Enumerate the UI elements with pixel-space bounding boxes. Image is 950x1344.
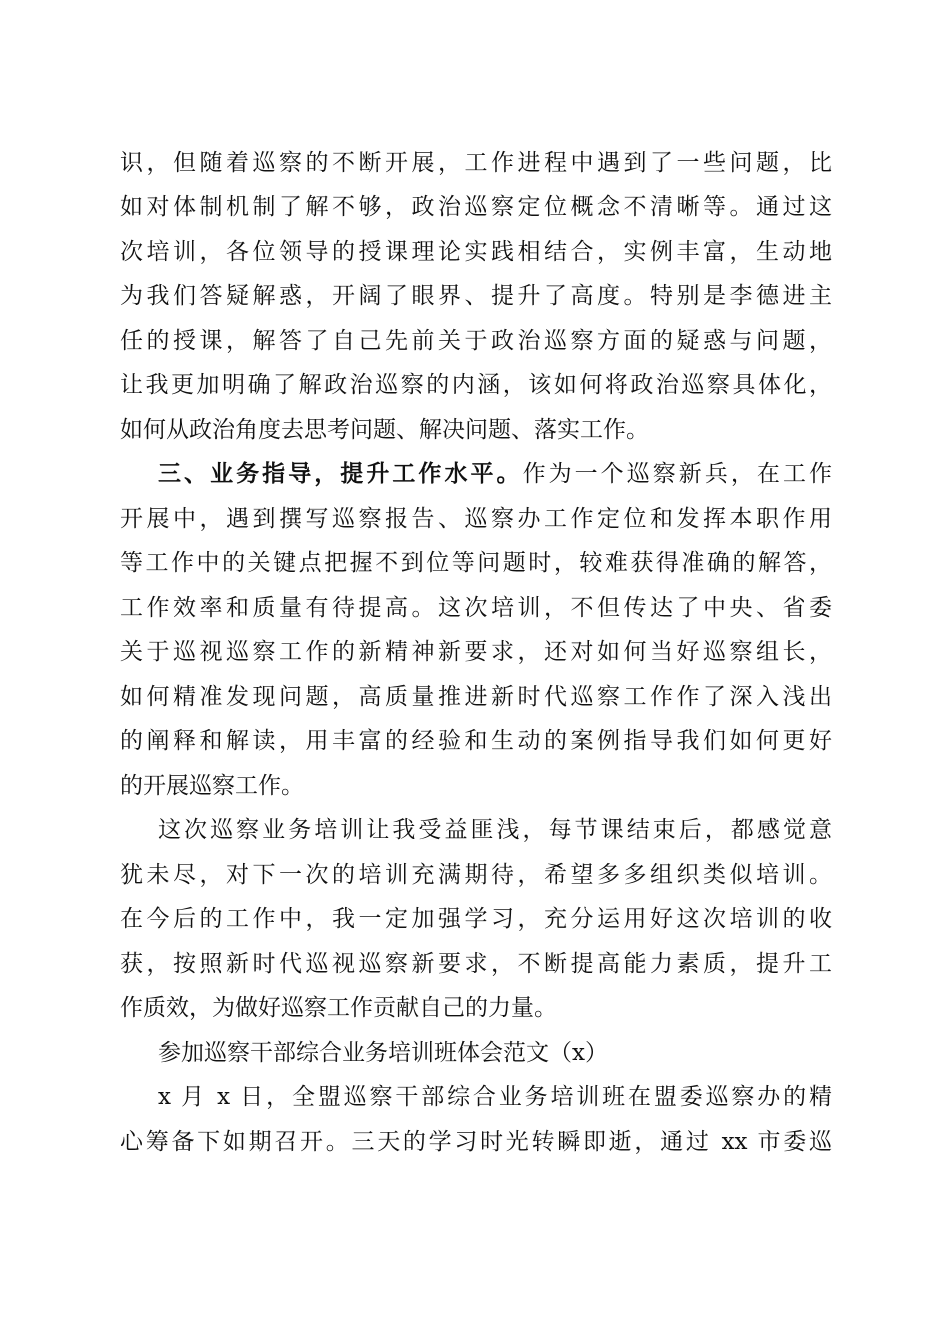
paragraph-line: 如何从政治角度去思考问题、解决问题、落实工作。 — [120, 417, 649, 443]
article-title: 参加巡察干部综合业务培训班体会范文（x） — [158, 1040, 608, 1066]
paragraph-line: 任的授课，解答了自己先前关于政治巡察方面的疑惑与问题， — [120, 328, 832, 354]
paragraph-line: 让我更加明确了解政治巡察的内涵，该如何将政治巡察具体化， — [120, 372, 832, 398]
section-heading-line — [158, 454, 832, 494]
paragraph-line: 如对体制机制了解不够，政治巡察定位概念不清晰等。通过这 — [120, 194, 832, 220]
paragraph-line: x 月 x 日，全盟巡察干部综合业务培训班在盟委巡察办的精 — [158, 1084, 832, 1110]
paragraph-line: 为我们答疑解惑，开阔了眼界、提升了高度。特别是李德进主 — [120, 283, 832, 309]
paragraph-line: 等工作中的关键点把握不到位等问题时，较难获得准确的解答， — [120, 550, 832, 576]
section-heading: 三、业务指导，提升工作水平。 — [158, 461, 523, 487]
paragraph-line: 开展中，遇到撰写巡察报告、巡察办工作定位和发挥本职作用 — [120, 506, 832, 532]
paragraph-line: 犹未尽，对下一次的培训充满期待，希望多多组织类似培训。 — [120, 862, 832, 888]
paragraph-line: 在今后的工作中，我一定加强学习，充分运用好这次培训的收 — [120, 906, 832, 932]
paragraph-line: 关于巡视巡察工作的新精神新要求，还对如何当好巡察组长， — [120, 639, 832, 665]
paragraph-line: 获，按照新时代巡视巡察新要求，不断提高能力素质，提升工 — [120, 951, 832, 977]
paragraph-line: 心筹备下如期召开。三天的学习时光转瞬即逝，通过 xx 市委巡 — [120, 1129, 832, 1155]
paragraph-line: 的开展巡察工作。 — [120, 773, 304, 799]
paragraph-line: 的阐释和解读，用丰富的经验和生动的案例指导我们如何更好 — [120, 728, 832, 754]
paragraph-line: 这次巡察业务培训让我受益匪浅，每节课结束后，都感觉意 — [158, 817, 832, 843]
paragraph-line: 作质效，为做好巡察工作贡献自己的力量。 — [120, 995, 557, 1021]
paragraph-line: 如何精准发现问题，高质量推进新时代巡察工作作了深入浅出 — [120, 684, 832, 710]
section-heading-rest: 作为一个巡察新兵，在工作 — [522, 461, 833, 487]
paragraph-line: 次培训，各位领导的授课理论实践相结合，实例丰富，生动地 — [120, 239, 832, 265]
paragraph-line: 识，但随着巡察的不断开展，工作进程中遇到了一些问题，比 — [120, 150, 832, 176]
paragraph-line: 工作效率和质量有待提高。这次培训，不但传达了中央、省委 — [120, 595, 832, 621]
